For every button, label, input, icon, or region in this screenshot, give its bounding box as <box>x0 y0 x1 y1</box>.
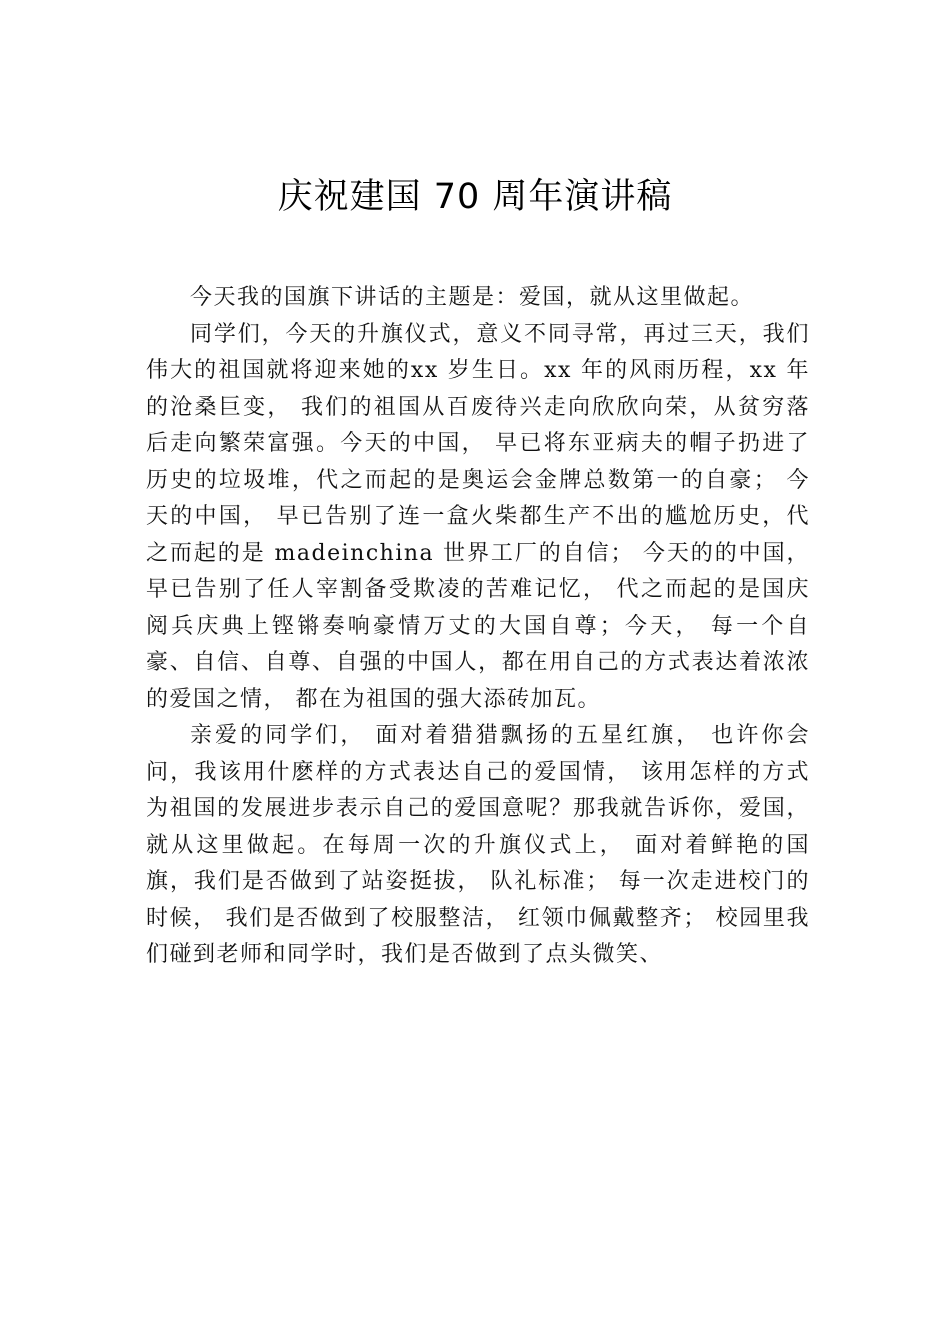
paragraph-motherland: 同学们，今天的升旗仪式，意义不同寻常，再过三天，我们伟大的祖国就将迎来她的xx 岁生日。xx 年的风雨历程，xx 年的沧桑巨变， 我们的祖国从百废待兴走向欣欣向荣，从贫穷落后走向繁荣富强。今天的中国， 早已将东亚病夫的帽子扔进了历史的垃圾堆，代之而起的是奥运会金牌总数第一的自豪； 今天的中国， 早已告别了连一盒火柴都生产不出的尴尬历史，代之而起的是 madeinchina 世界工厂的自信； 今天的的中国， 早已告别了任人宰割备受欺凌的苦难记忆， 代之而起的是国庆阅兵庆典上铿锵奏响豪情万丈的大国自尊；今天， 每一个自豪、自信、自尊、自强的中国人，都在用自己的方式表达着浓浓的爱国之情， 都在为祖国的强大添砖加瓦。 <box>146 321 810 712</box>
paragraph-patriotism: 亲爱的同学们， 面对着猎猎飘扬的五星红旗， 也许你会问，我该用什麽样的方式表达自己的爱国情， 该用怎样的方式为祖国的发展进步表示自己的爱国意呢？那我就告诉你，爱国， 就从这里做起。在每周一次的升旗仪式上， 面对着鲜艳的国旗，我们是否做到了站姿挺拔， 队礼标准； 每一次走进校门的时候， 我们是否做到了校服整洁， 红领巾佩戴整齐； 校园里我们碰到老师和同学时，我们是否做到了点头微笑、 <box>146 723 810 967</box>
document-body <box>146 280 810 974</box>
document-title: 庆祝建国 70 周年演讲稿 <box>277 177 673 217</box>
paragraph-theme: 今天我的国旗下讲话的主题是：爱国，就从这里做起。 <box>190 285 755 310</box>
